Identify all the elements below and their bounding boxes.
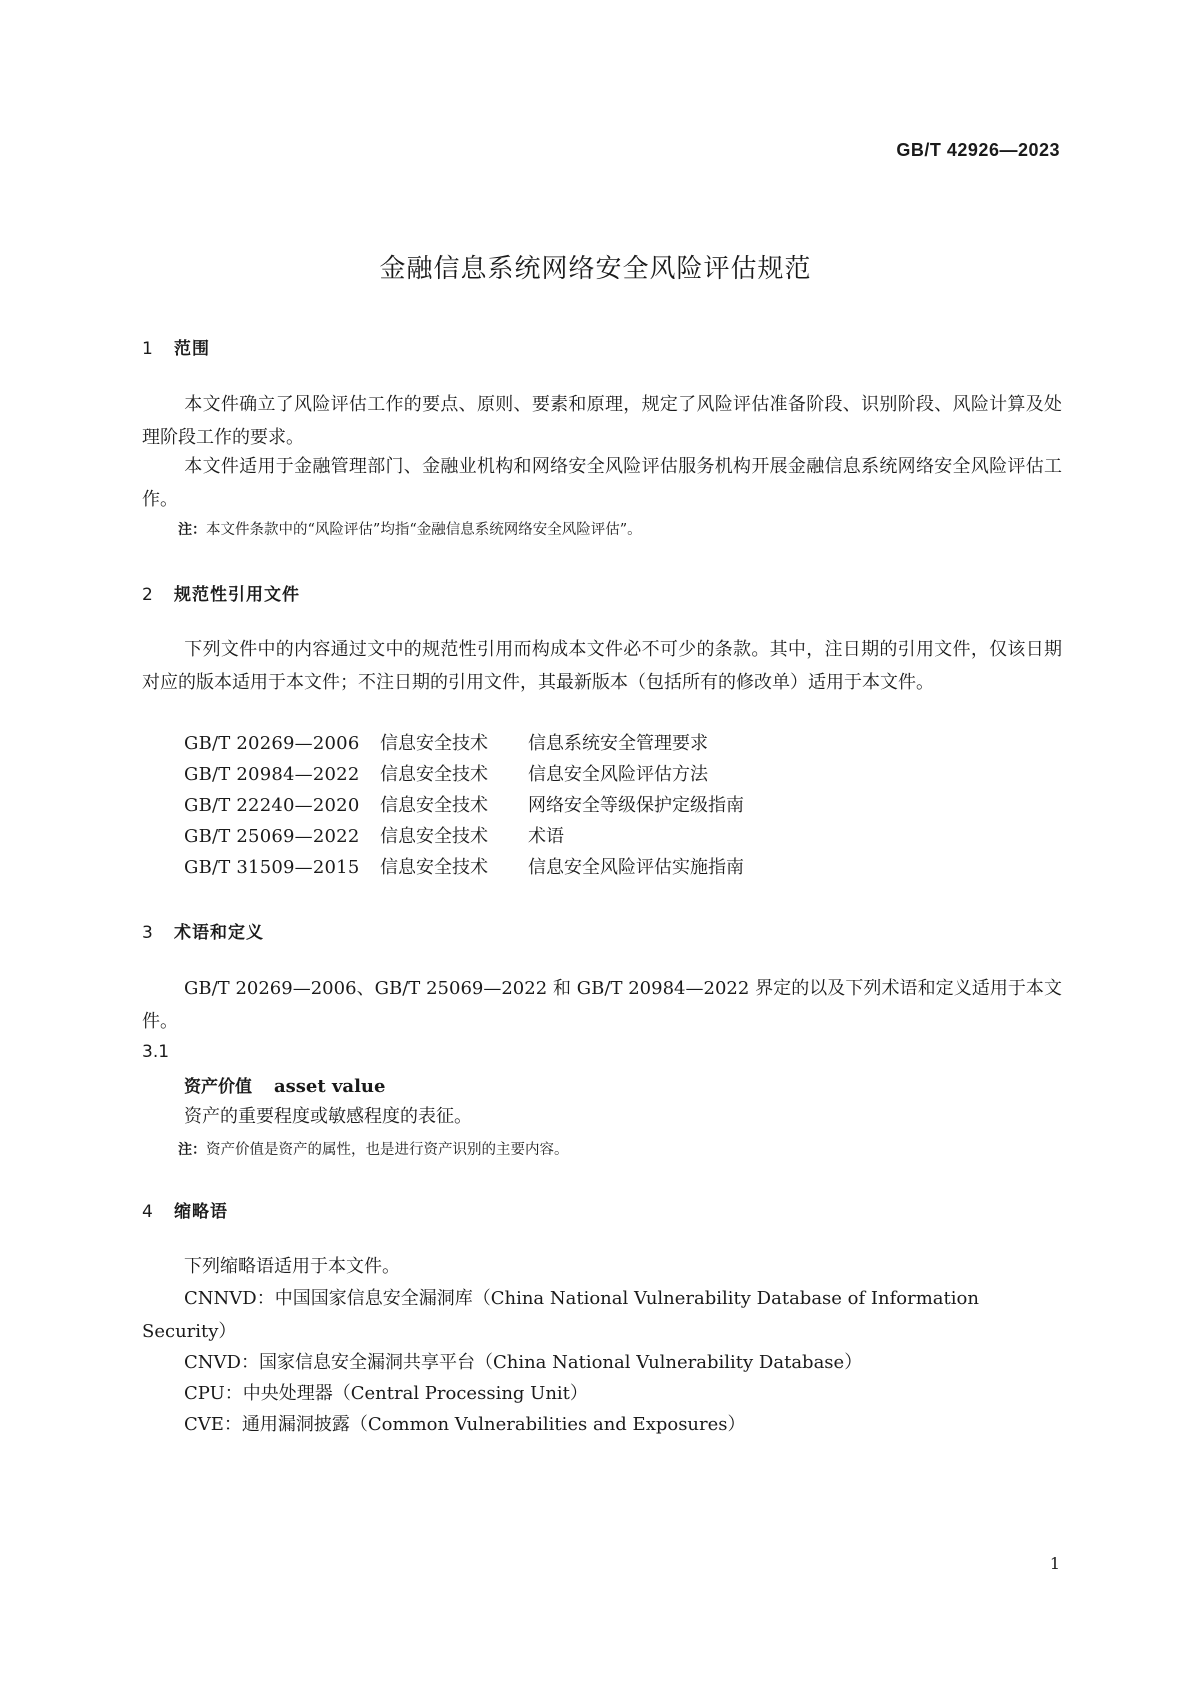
note-text: 本文件条款中的“风险评估”均指“金融信息系统网络安全风险评估”。 — [206, 522, 642, 538]
section-number: 3 — [142, 923, 154, 943]
reference-title: 信息安全风险评估实施指南 — [528, 857, 744, 878]
note-text: 资产价值是资产的属性，也是进行资产识别的主要内容。 — [206, 1142, 569, 1158]
term-definition: 资产的重要程度或敏感程度的表征。 — [184, 1106, 472, 1127]
reference-title: 网络安全等级保护定级指南 — [528, 795, 744, 816]
section-1-paragraph-1: 本文件确立了风险评估工作的要点、原则、要素和原理，规定了风险评估准备阶段、识别阶段、风险计算及处理阶段工作的要求。 — [142, 394, 1062, 448]
reference-row — [184, 727, 708, 760]
abbreviation-item: CNVD：国家信息安全漏洞共享平台（China National Vulnerability Database） — [184, 1352, 863, 1373]
term-heading — [184, 1072, 385, 1097]
page-number: 1 — [1049, 1554, 1060, 1573]
reference-category: 信息安全技术 — [380, 795, 488, 816]
reference-category: 信息安全技术 — [380, 826, 488, 847]
abbreviation-item: CPU：中央处理器（Central Processing Unit） — [184, 1383, 588, 1404]
term-number: 3.1 — [142, 1042, 170, 1062]
section-number: 4 — [142, 1202, 154, 1222]
reference-title: 信息系统安全管理要求 — [528, 733, 708, 754]
section-4-heading — [142, 1197, 228, 1222]
section-2-heading — [142, 580, 300, 605]
reference-row — [184, 758, 708, 791]
note-label: 注： — [178, 522, 206, 538]
term-note — [178, 1138, 569, 1159]
reference-category: 信息安全技术 — [380, 857, 488, 878]
section-1-paragraph-2: 本文件适用于金融管理部门、金融业机构和网络安全风险评估服务机构开展金融信息系统网络安全风险评估工作。 — [142, 456, 1062, 510]
reference-title: 术语 — [528, 826, 564, 847]
abbreviation-item: CVE：通用漏洞披露（Common Vulnerabilities and Exposures） — [184, 1414, 746, 1435]
document-title: 金融信息系统网络安全风险评估规范 — [379, 254, 812, 284]
section-2-intro: 下列文件中的内容通过文中的规范性引用而构成本文件必不可少的条款。其中，注日期的引用文件，仅该日期对应的版本适用于本文件；不注日期的引用文件，其最新版本（包括所有的修改单）适用于本文件。 — [142, 639, 1062, 693]
section-title: 范围 — [174, 339, 210, 359]
reference-code: GB/T 25069—2022 — [184, 826, 360, 847]
reference-code: GB/T 22240—2020 — [184, 795, 360, 816]
section-1-note — [178, 518, 642, 539]
section-3-intro: GB/T 20269—2006、GB/T 25069—2022 和 GB/T 20984—2022 界定的以及下列术语和定义适用于本文件。 — [142, 978, 1062, 1032]
abbreviation-item: CNNVD：中国国家信息安全漏洞库（China National Vulnerability Database of Information Security） — [142, 1288, 979, 1342]
section-1-heading — [142, 334, 210, 359]
section-number: 1 — [142, 339, 154, 359]
reference-row — [184, 851, 744, 884]
reference-code: GB/T 31509—2015 — [184, 857, 360, 878]
reference-row — [184, 789, 744, 822]
reference-category: 信息安全技术 — [380, 764, 488, 785]
section-title: 缩略语 — [174, 1202, 228, 1222]
note-label: 注： — [178, 1142, 206, 1158]
section-number: 2 — [142, 585, 154, 605]
reference-row — [184, 820, 564, 853]
reference-title: 信息安全风险评估方法 — [528, 764, 708, 785]
term-name-zh: 资产价值 — [184, 1077, 252, 1097]
reference-code: GB/T 20269—2006 — [184, 733, 360, 754]
section-title: 规范性引用文件 — [174, 585, 300, 605]
term-name-en: asset value — [274, 1076, 386, 1097]
reference-category: 信息安全技术 — [380, 733, 488, 754]
section-3-heading — [142, 918, 264, 943]
section-title: 术语和定义 — [174, 923, 264, 943]
section-4-intro: 下列缩略语适用于本文件。 — [184, 1256, 400, 1277]
standard-number: GB/T 42926—2023 — [896, 140, 1060, 160]
reference-code: GB/T 20984—2022 — [184, 764, 360, 785]
